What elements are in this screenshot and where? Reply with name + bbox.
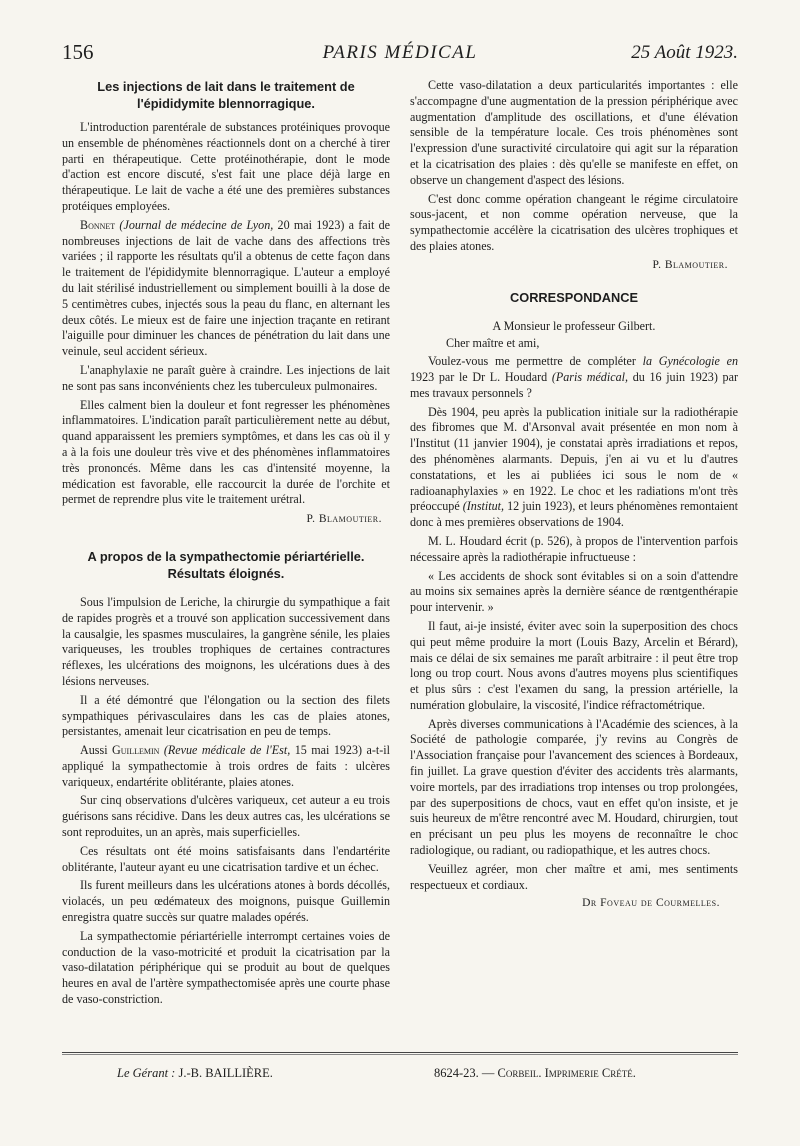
reference-date: 20 mai 1923) (277, 217, 345, 232)
letter-quote: « Les accidents de shock sont évitables si on a soin d'attendre au moins six semaines après la dernière séance de rœntgenthérapie pour intervenir. » (410, 568, 738, 615)
paragraph-text: 15 mai 1923) a-t-il appliqué la sympathectomie à trois ordres de faits : ulcères variqueux, endartérite oblitérante, plaies atones. (62, 743, 390, 789)
journal-reference: (Journal de médecine de Lyon, (119, 217, 274, 232)
manager-label: Le Gérant : (117, 1066, 176, 1080)
paragraph-text: Voulez-vous me permettre de compléter (428, 354, 636, 369)
letter-paragraph (410, 354, 738, 401)
article2-paragraph: Sous l'impulsion de Leriche, la chirurgie du sympathique a fait de rapides progrès et a trouvé son application successivement dans la causalgie, les spasmes musculaires, la gangrène sénile, les plaies variqueuses, les troubles trophiques de certaines contractures réflexes, les ulcérations des moignons, les ulcérations dues à des lésions nerveuses. (62, 594, 390, 688)
page-header (62, 40, 738, 68)
article1-signature: P. Blamoutier. (306, 513, 382, 526)
right-column (410, 78, 738, 912)
letter-paragraph: M. L. Houdard écrit (p. 526), à propos de l'intervention parfois nécessaire après la radiothérapie infructueuse : (410, 533, 738, 564)
journal-title: PARIS MÉDICAL (322, 42, 478, 63)
article2-paragraph: La sympathectomie périartérielle interrompt certaines voies de conduction de la vaso-motricité et produit la cicatrisation par la vaso-dilatation périphérique qui se produit au bout de quelques heures en aval de l'artère sympathectomisée après une courte phase de vaso-constriction. (62, 928, 390, 1007)
letter-salutation: Cher maître et ami, (446, 336, 540, 351)
letter-paragraph (410, 405, 738, 531)
article2-paragraph: Ces résultats ont été moins satisfaisants dans l'endartérite oblitérante, l'auteur ayant eu une cicatrisation tardive et un échec. (62, 843, 390, 874)
paragraph-text: du 16 juin 1923) par mes travaux personnels ? (410, 369, 738, 400)
article1-paragraph: L'introduction parentérale de substances protéiniques provoque un ensemble de phénomènes réactionnels dont on a cherché à tirer parti en thérapeutique. Cette protéinothérapie, dont le mode d'action est encore discuté, s'est fait une place déjà large en thérapeutique. Le lait de vache a été une des premières substances protéiques employées. (62, 120, 390, 213)
page-number: 156 (62, 40, 94, 64)
article1-paragraph: L'anaphylaxie ne paraît guère à craindre. Les injections de lait ne sont pas sans inconvénients chez les tuberculeux pulmonaires. (62, 362, 390, 393)
correspondance-title: CORRESPONDANCE (510, 289, 638, 305)
paragraph-text: 1923 par le Dr L. Houdard (410, 369, 548, 384)
author-name: Bonnet (80, 217, 116, 232)
journal-reference: (Institut, (462, 499, 505, 514)
printer-credit: 8624-23. — Corbeil. Imprimerie Crété. (434, 1066, 636, 1080)
paragraph-text: Dès 1904, peu après la publication initiale sur la radiothérapie des fibromes que M. d'Arsonval avait présentée en mon nom à l'Institut (11 janvier 1904), je constatai après irradiations et repos, des phénomènes alarmants. Depuis, j'en ai vu et lu d'autres constatations, et les ai publiées ici sous le nom de « radioanaphylaxies » en 1922. Le choc et les radiations m'ont très préoccupé (410, 404, 738, 514)
article1-title: Les injections de lait dans le traitement de l'épididymite blennorragique. (97, 79, 355, 111)
article1-paragraph: Elles calment bien la douleur et font regresser les phénomènes inflammatoires. L'indication paraît particulièrement nette au début, quand apparaissent les premiers symptômes, et dans les cas où il y a à la fois une douleur très vive et des phénomènes inflammatoires très prononcés. Même dans les cas d'intensité moyenne, la médication est favorable, elle raccourcit la durée de l'orchite et permet de reprendre plus vite le traitement urétral. (62, 397, 390, 507)
journal-reference: (Revue médicale de l'Est, (163, 743, 291, 758)
article1-paragraph (62, 218, 390, 360)
letter-signature: Dr Foveau de Courmelles. (582, 897, 720, 910)
article2-paragraph: Il a été démontré que l'élongation ou la section des filets sympathiques périvasculaires dans les cas de plaies atones, persistantes, amenait leur cicatrisation en peu de temps. (62, 692, 390, 739)
paragraph-text: Aussi (80, 743, 108, 758)
paragraph-text: a fait de nombreuses injections de lait de vache dans des affections très variées ; il rapporte les résultats qu'il a obtenus de cette façon dans le traitement de l'épididymite blennorragique. L'auteur a employé du lait stérilisé industriellement ou simplement bouilli à la dose de 5 centimètres cubes, injectés sous la peau du flanc, en alternant les deux côtés. Le mieux est de faire une injection traçante en retirant l'aiguille pour diminuer les chances de pénétration du lait dans une veinule, seul accident sérieux. (62, 217, 390, 359)
footer-divider (62, 1054, 738, 1055)
letter-paragraph: Après diverses communications à l'Académie des sciences, à la Société de pathologie comparée, j'y revins au Congrès de l'Association française pour l'avancement des sciences à Bordeaux, fin juillet. La grave question d'éviter des accidents très alarmants, voire mortels, par des irradiations trop intenses ou trop prolongées, par des superpositions de chocs, vaut en effet qu'on insiste, et je suis heureux de m'être rencontré avec M. Houdard, chirurgien, tout en précisant un peu plus les moyens de reconnaître le choc radiologique, ou radiant, ou radiopathique, et les autres chocs. (410, 716, 738, 858)
letter-address: A Monsieur le professeur Gilbert. (492, 318, 656, 333)
article2-paragraph (62, 743, 390, 790)
manager-credit (117, 1066, 273, 1081)
footer-divider (62, 1052, 738, 1053)
article2-signature: P. Blamoutier. (652, 258, 728, 271)
journal-reference: la Gynécologie en (642, 354, 738, 369)
journal-reference: (Paris médical, (551, 369, 629, 384)
article2-title: A propos de la sympathectomie périartérielle. Résultats éloignés. (87, 548, 365, 581)
letter-paragraph: Veuillez agréer, mon cher maître et ami, mes sentiments respectueux et cordiaux. (410, 861, 738, 892)
paragraph-text: 12 juin 1923), et leurs phénomènes remontaient donc à mes premières observations de 1904. (410, 499, 738, 530)
author-name: Guillemin (112, 743, 160, 758)
manager-name: J.-B. BAILLIÈRE. (178, 1066, 273, 1080)
article2-paragraph: Cette vaso-dilatation a deux particularités importantes : elle s'accompagne d'une augmentation de la pression périphérique avec augmentation d'amplitude des oscillations, et d'une élévation sensible de la température locale. Ces trois phénomènes sont l'expression d'une suractivité circulatoire qui agit sur la réparation et la cicatrisation des plaies : dès qu'elle se manifeste en effet, on observe un changement d'aspect des lésions. (410, 78, 738, 187)
article2-paragraph: Sur cinq observations d'ulcères variqueux, cet auteur a eu trois guérisons sans récidive. Dans les deux autres cas, les ulcérations se sont reproduites, un an après, mais superficielles. (62, 793, 390, 840)
article2-paragraph: Ils furent meilleurs dans les ulcérations atones à bords décollés, violacés, un peu œdémateux des moignons, puisque Guillemin enregistra quatre succès sur quatre malades opérés. (62, 878, 390, 925)
issue-date: 25 Août 1923. (631, 42, 738, 63)
article2-paragraph: C'est donc comme opération changeant le régime circulatoire sous-jacent, et non comme opération nerveuse, que la sympathectomie accélère la cicatrisation des ulcères trophiques et des plaies atones. (410, 191, 738, 253)
left-column (62, 78, 390, 1008)
letter-paragraph: Il faut, ai-je insisté, éviter avec soin la superposition des chocs qui peut même produire la mort (Louis Bazy, Arcelin et Bérard), mais ce délai de six semaines me paraît arbitraire : il peut être trop long ou trop court. Nous avons d'autres moyens plus scientifiques et plus sûrs : c'est l'examen du sang, la pression artérielle, la numération globulaire, la viscosité, l'indice réfractométrique. (410, 618, 738, 712)
